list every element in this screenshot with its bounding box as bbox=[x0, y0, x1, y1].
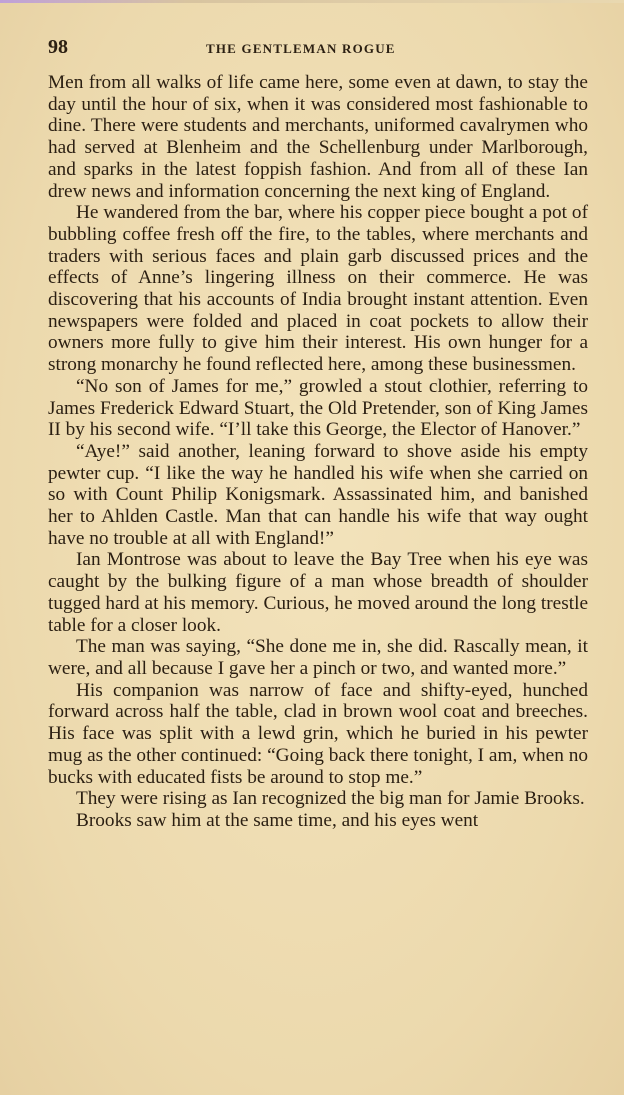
running-head bbox=[48, 36, 588, 62]
paragraph: Men from all walks of life came here, some even at dawn, to stay the day until the hour of six, when it was considered most fashionable to dine. There were students and merchants, uniformed cavalrymen who had served at Blenheim and the Schellenburg under Marlborough, and sparks in the latest foppish fashion. And from all of these Ian drew news and information concerning the next king of England. bbox=[48, 72, 588, 202]
page-top-edge bbox=[0, 0, 624, 3]
paragraph: The man was saying, “She done me in, she did. Rascally mean, it were, and all because I gave her a pinch or two, and wanted more.” bbox=[48, 636, 588, 679]
paragraph: “Aye!” said another, leaning forward to shove aside his empty pewter cup. “I like the way he handled his wife when she carried on so with Count Philip Konigsmark. Assassinated him, and banished her to Ahlden Castle. Man that can handle his wife that way ought have no trouble at all with England!” bbox=[48, 440, 588, 549]
body-text bbox=[48, 72, 588, 832]
page-number: 98 bbox=[48, 36, 68, 58]
running-title: THE GENTLEMAN ROGUE bbox=[206, 41, 396, 56]
paragraph: He wandered from the bar, where his copper piece bought a pot of bubbling coffee fresh off the fire, to the tables, where merchants and traders with serious faces and plain garb discussed prices and the effects of Anne’s lingering illness on their commerce. He was discovering that his accounts of India brought instant attention. Even newspapers were folded and placed in coat pockets to allow their owners more fully to give him their interest. His own hunger for a strong monarchy he found reflected here, among these businessmen. bbox=[48, 202, 588, 376]
paragraph: Ian Montrose was about to leave the Bay Tree when his eye was caught by the bulking figure of a man whose breadth of shoulder tugged hard at his memory. Curious, he moved around the long trestle table for a closer look. bbox=[48, 549, 588, 636]
paragraph: They were rising as Ian recognized the big man for Jamie Brooks. bbox=[76, 788, 585, 810]
paragraph: “No son of James for me,” growled a stout clothier, referring to James Frederick Edward Stuart, the Old Pretender, son of King James II by his second wife. “I’ll take this George, the Elector of Hanover.” bbox=[48, 375, 588, 441]
paragraph: His companion was narrow of face and shifty-eyed, hunched forward across half the table, clad in brown wool coat and breeches. His face was split with a lewd grin, which he buried in his pewter mug as the other continued: “Going back there tonight, I am, when no bucks with educated fists be around to stop me.” bbox=[48, 679, 588, 788]
paragraph: Brooks saw him at the same time, and his eyes went bbox=[76, 809, 479, 831]
